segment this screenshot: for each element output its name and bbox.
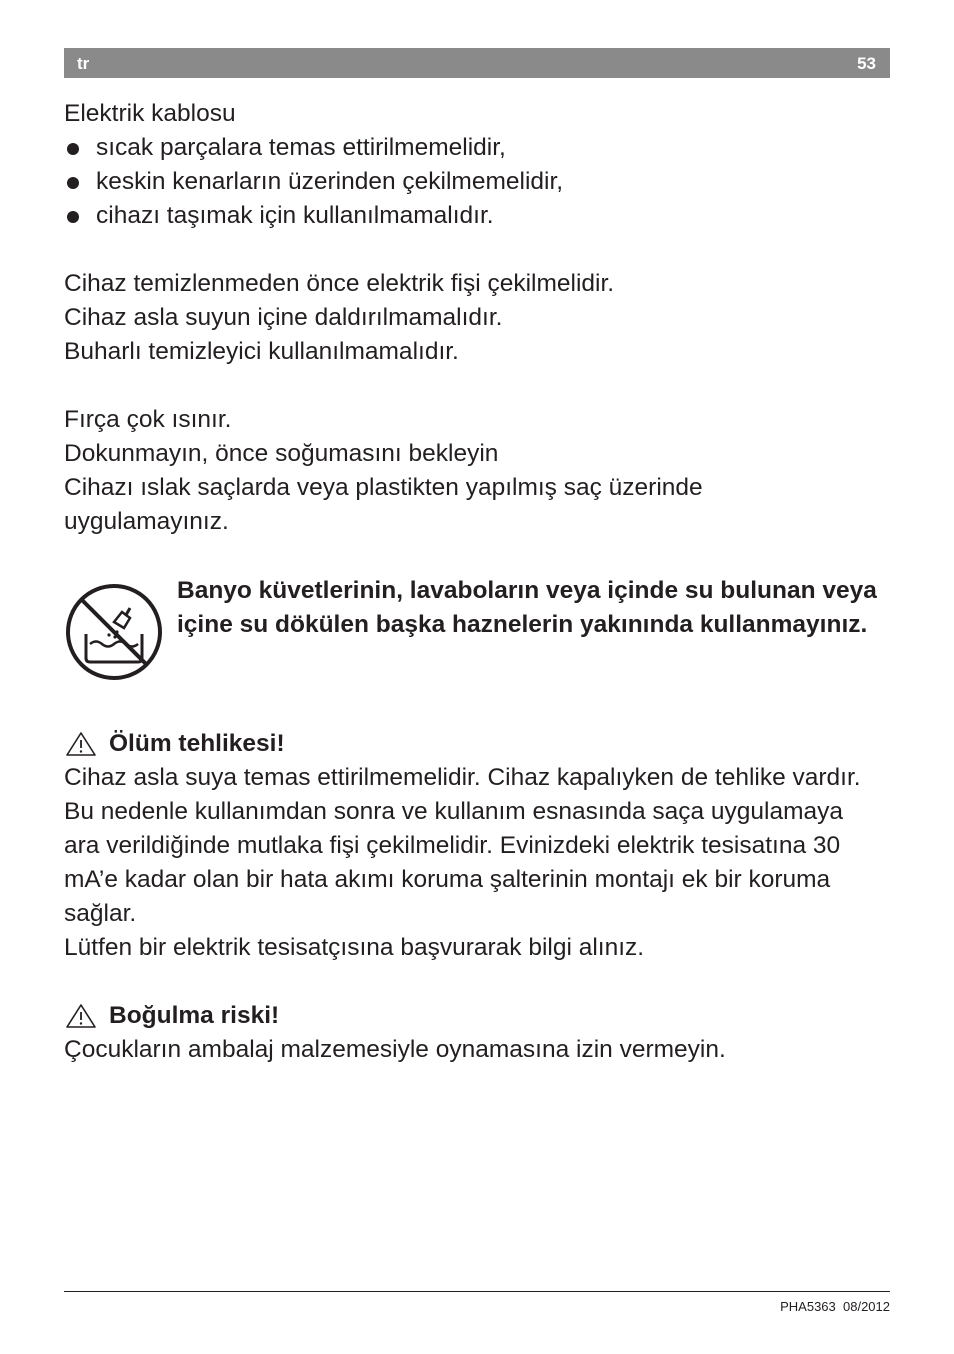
water-warning-text: Banyo küvetlerinin, lavaboların veya içinde su bulunan veya içine su dökülen başka haznelerin yakınında kullanmayınız.: [177, 577, 877, 638]
cleaning-line: Cihaz asla suyun içine daldırılmamalıdır.: [64, 304, 503, 331]
list-item: keskin kenarların üzerinden çekilmemelidir,: [64, 165, 890, 199]
page-content: [64, 97, 890, 1067]
list-item: sıcak parçalara temas ettirilmemelidir,: [64, 131, 890, 165]
death-danger-note: Lütfen bir elektrik tesisatçısına başvurarak bilgi alınız.: [64, 934, 645, 961]
brush-line: Cihazı ıslak saçlarda veya plastikten yapılmış saç üzerinde uygulamayınız.: [64, 474, 703, 535]
suffocation-label: Boğulma riski!: [109, 1002, 280, 1029]
language-code: tr: [77, 54, 90, 73]
brush-line: Dokunmayın, önce soğumasını bekleyin: [64, 440, 499, 467]
cleaning-line: Buharlı temizleyici kullanılmamalıdır.: [64, 338, 459, 365]
cable-list: [64, 131, 890, 233]
brush-line: Fırça çok ısınır.: [64, 406, 232, 433]
water-warning: [64, 571, 890, 691]
cable-title: Elektrik kablosu: [64, 100, 236, 127]
model-number: PHA5363: [780, 1299, 836, 1314]
death-danger-title: [64, 727, 890, 761]
no-water-icon: [64, 582, 164, 682]
page-header: [64, 48, 890, 78]
death-danger-label: Ölüm tehlikesi!: [109, 730, 285, 757]
suffocation-title: [64, 999, 890, 1033]
page-number: 53: [857, 54, 876, 73]
warning-triangle-icon: [65, 1003, 97, 1029]
death-danger-body: Cihaz asla suya temas ettirilmemelidir. Cihaz kapalıyken de tehlike vardır. Bu nedenle kullanımdan sonra ve kullanım esnasında saça uygulamaya ara verildiğinde mutlaka fişi çekilmelidir. Evinizdeki elektrik tesisatına 30 mA’e kadar olan bir hata akımı koruma şalterinin montajı ek bir koruma sağlar.: [64, 764, 861, 927]
list-item: cihazı taşımak için kullanılmamalıdır.: [64, 199, 890, 233]
cleaning-line: Cihaz temizlenmeden önce elektrik fişi çekilmelidir.: [64, 270, 615, 297]
footer-divider: [64, 1291, 890, 1292]
warning-triangle-icon: [65, 731, 97, 757]
print-date: 08/2012: [843, 1299, 890, 1314]
footer: [780, 1299, 890, 1314]
suffocation-body: Çocukların ambalaj malzemesiyle oynamasına izin vermeyin.: [64, 1036, 726, 1063]
